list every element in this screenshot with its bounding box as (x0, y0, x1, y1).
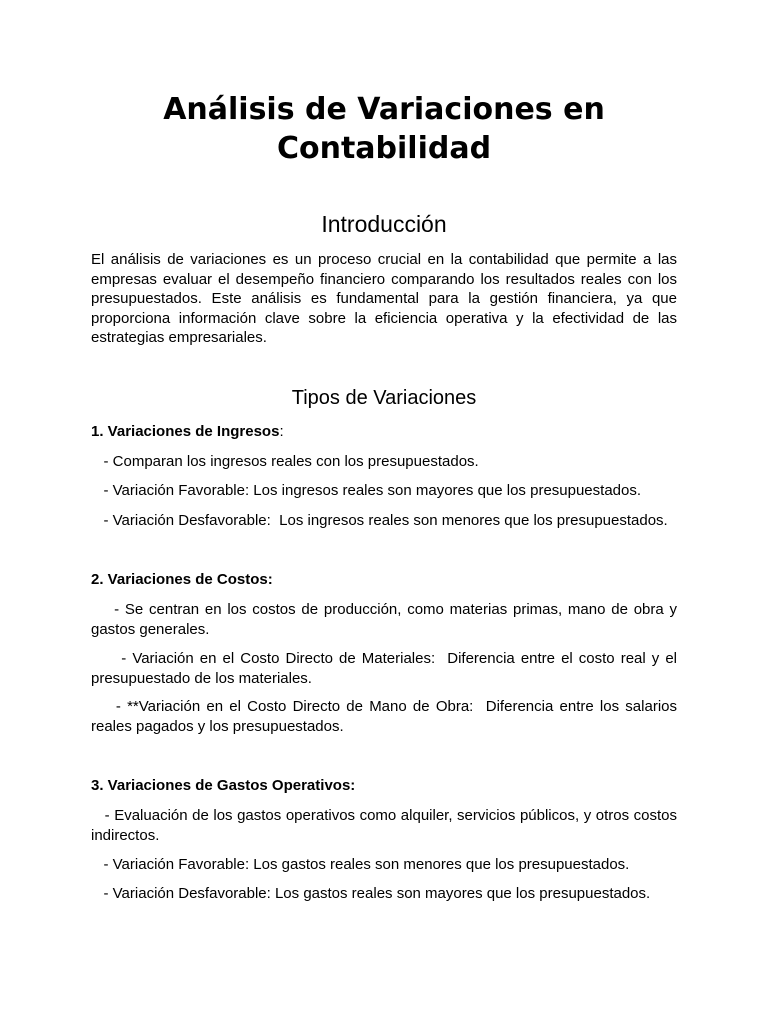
tipos-heading: Tipos de Variaciones (291, 387, 477, 409)
gastos-item-desfavorable: - Variación Desfavorable: Los gastos reales son mayores que los presupuestados. (91, 885, 651, 902)
ingresos-title (91, 422, 677, 442)
ingresos-item-favorable: - Variación Favorable: Los ingresos reales son mayores que los presupuestados. (91, 482, 642, 499)
ingresos-title-bold: 1. Variaciones de Ingresos (91, 423, 280, 440)
document-title: Análisis de Variaciones en Contabilidad (163, 92, 605, 166)
gastos-title: 3. Variaciones de Gastos Operativos: (91, 777, 356, 794)
intro-heading: Introducción (321, 211, 447, 237)
intro-paragraph: El análisis de variaciones es un proceso crucial en la contabilidad que permite a las empresas evaluar el desempeño financiero comparando los resultados reales con los presupuestados. Este análisis es fundamental para la gestión financiera, ya que proporciona información clave sobre la eficiencia operativa y la efectividad de las estrategias empresariales. (91, 251, 677, 346)
ingresos-item-desfavorable: - Variación Desfavorable: Los ingresos reales son menores que los presupuestados. (91, 512, 668, 529)
gastos-item-favorable: - Variación Favorable: Los gastos reales son menores que los presupuestados. (91, 856, 630, 873)
gastos-item-evaluacion: - Evaluación de los gastos operativos como alquiler, servicios públicos, y otros costos indirectos. (91, 807, 682, 844)
costos-item-centran: - Se centran en los costos de producción, como materias primas, mano de obra y gastos generales. (91, 601, 682, 638)
costos-title: 2. Variaciones de Costos: (91, 571, 273, 588)
ingresos-item-compare: - Comparan los ingresos reales con los presupuestados. (91, 453, 479, 470)
costos-item-mano-obra: - **Variación en el Costo Directo de Mano de Obra: Diferencia entre los salarios reales pagados y los presupuestados. (91, 698, 682, 735)
costos-item-materiales: - Variación en el Costo Directo de Materiales: Diferencia entre el costo real y el presupuestado de los materiales. (91, 650, 682, 687)
ingresos-title-suffix: : (279, 423, 284, 440)
